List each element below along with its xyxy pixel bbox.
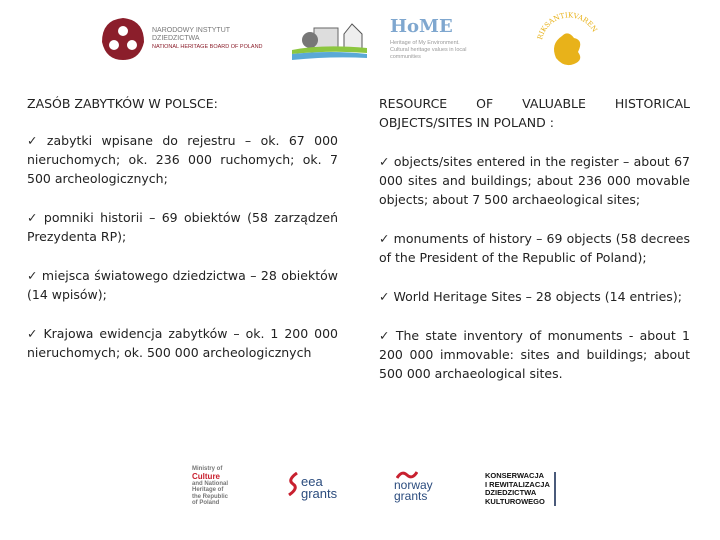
right-item: ✓ monuments of history – 69 objects (58 decrees of the President of the Republic of Poland); xyxy=(379,231,690,265)
lion-emblem-icon xyxy=(534,10,604,76)
left-item: ✓ Krajowa ewidencja zabytków – ok. 1 200 000 nieruchomych; ok. 500 000 archeologicznych xyxy=(27,326,338,360)
home-village-icon xyxy=(292,20,372,60)
check-icon: ✓ xyxy=(27,210,40,225)
left-column xyxy=(27,94,338,362)
eea-grants-logo: eea grants xyxy=(287,468,347,508)
right-item: ✓ World Heritage Sites – 28 objects (14 entries); xyxy=(379,289,682,304)
svg-text:RIKSANTIKVAREN: RIKSANTIKVAREN xyxy=(536,11,599,41)
check-icon: ✓ xyxy=(379,289,390,304)
eea-helix-icon xyxy=(287,472,301,496)
right-item: ✓ The state inventory of monuments - about 1 200 000 immovable: sites and buildings; about 500 000 archaeological sites. xyxy=(379,328,690,381)
check-icon: ✓ xyxy=(379,328,392,343)
check-icon: ✓ xyxy=(379,154,390,169)
left-item: ✓ pomniki historii – 69 obiektów (58 zarządzeń Prezydenta RP); xyxy=(27,210,338,244)
right-heading: RESOURCE OF VALUABLE HISTORICAL OBJECTS/SITES IN POLAND : xyxy=(379,96,690,130)
ministry-of-culture-logo: Ministry of Culture and National Heritage of the Republic of Poland xyxy=(192,466,229,506)
krdk-logo: KONSERWACJA I REWITALIZACJA DZIEDZICTWA KULTUROWEGO xyxy=(485,472,556,506)
right-column xyxy=(379,94,690,383)
norway-grants-logo: norway grants xyxy=(392,470,452,506)
check-icon: ✓ xyxy=(27,133,43,148)
check-icon: ✓ xyxy=(27,268,38,283)
left-heading: ZASÓB ZABYTKÓW W POLSCE: xyxy=(27,96,218,111)
check-icon: ✓ xyxy=(27,326,40,341)
left-item: ✓ zabytki wpisane do rejestru – ok. 67 000 nieruchomych; ok. 236 000 ruchomych; ok. 7 500 archeologicznych; xyxy=(27,133,339,186)
right-item: ✓ objects/sites entered in the register – about 67 000 sites and buildings; about 236 000 movable objects; about 7 500 archaeological sites; xyxy=(379,154,690,207)
home-logo: HoME Heritage of My Environment. Cultural heritage values in local communities xyxy=(292,18,492,66)
nid-logo: NARODOWY INSTYTUT DZIEDZICTWA NATIONAL HERITAGE BOARD OF POLAND xyxy=(100,16,270,64)
riksantikvaren-logo xyxy=(534,10,604,76)
check-icon: ✓ xyxy=(379,231,390,246)
nid-emblem-icon xyxy=(100,16,146,62)
left-item: ✓ miejsca światowego dziedzictwa – 28 obiektów (14 wpisów); xyxy=(27,268,338,302)
